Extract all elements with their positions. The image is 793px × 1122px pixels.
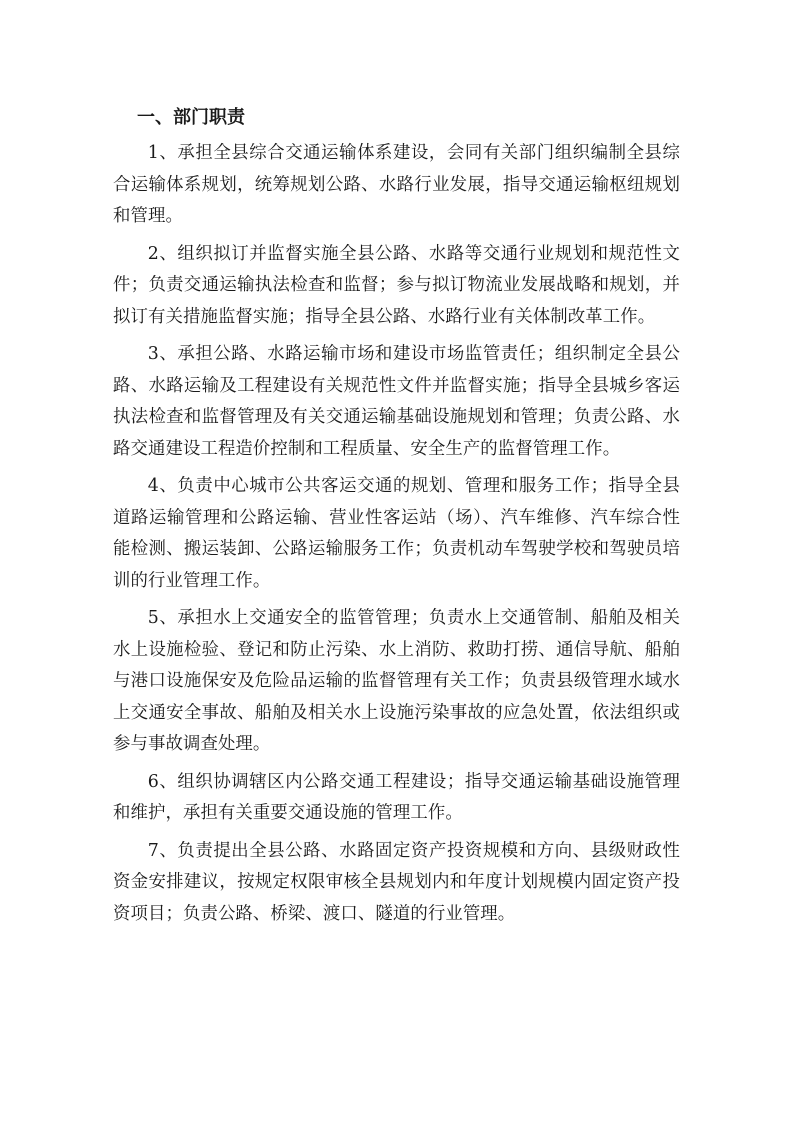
- section-heading: 一、部门职责: [137, 107, 245, 128]
- duty-paragraph-7: 7、负责提出全县公路、水路固定资产投资规模和方向、县级财政性资金安排建议，按规定权限审核全县规划内和年度计划规模内固定资产投资项目；负责公路、桥梁、渡口、隧道的行业管理。: [113, 840, 680, 924]
- duty-paragraph-6: 6、组织协调辖区内公路交通工程建设；指导交通运输基础设施管理和维护，承担有关重要交通设施的管理工作。: [113, 771, 680, 823]
- duty-paragraph-2: 2、组织拟订并监督实施全县公路、水路等交通行业规划和规范性文件；负责交通运输执法检查和监督；参与拟订物流业发展战略和规划，并拟订有关措施监督实施；指导全县公路、水路行业有关体制改革工作。: [113, 243, 680, 327]
- document-body: [113, 98, 680, 936]
- duty-paragraph-3: 3、承担公路、水路运输市场和建设市场监管责任；组织制定全县公路、水路运输及工程建设有关规范性文件并监督实施；指导全县城乡客运执法检查和监督管理及有关交通运输基础设施规划和管理；负责公路、水路交通建设工程造价控制和工程质量、安全生产的监督管理工作。: [113, 344, 680, 459]
- duty-paragraph-1: 1、承担全县综合交通运输体系建设，会同有关部门组织编制全县综合运输体系规划，统筹规划公路、水路行业发展，指导交通运输枢纽规划和管理。: [113, 143, 680, 226]
- duty-paragraph-4: 4、负责中心城市公共客运交通的规划、管理和服务工作；指导全县道路运输管理和公路运输、营业性客运站（场）、汽车维修、汽车综合性能检测、搬运装卸、公路运输服务工作；负责机动车驾驶学校和驾驶员培训的行业管理工作。: [113, 476, 680, 591]
- duty-paragraph-5: 5、承担水上交通安全的监管管理；负责水上交通管制、船舶及相关水上设施检验、登记和防止污染、水上消防、救助打捞、通信导航、船舶与港口设施保安及危险品运输的监督管理有关工作；负责县级管理水域水上交通安全事故、船舶及相关水上设施污染事故的应急处置，依法组织或参与事故调查处理。: [113, 608, 680, 754]
